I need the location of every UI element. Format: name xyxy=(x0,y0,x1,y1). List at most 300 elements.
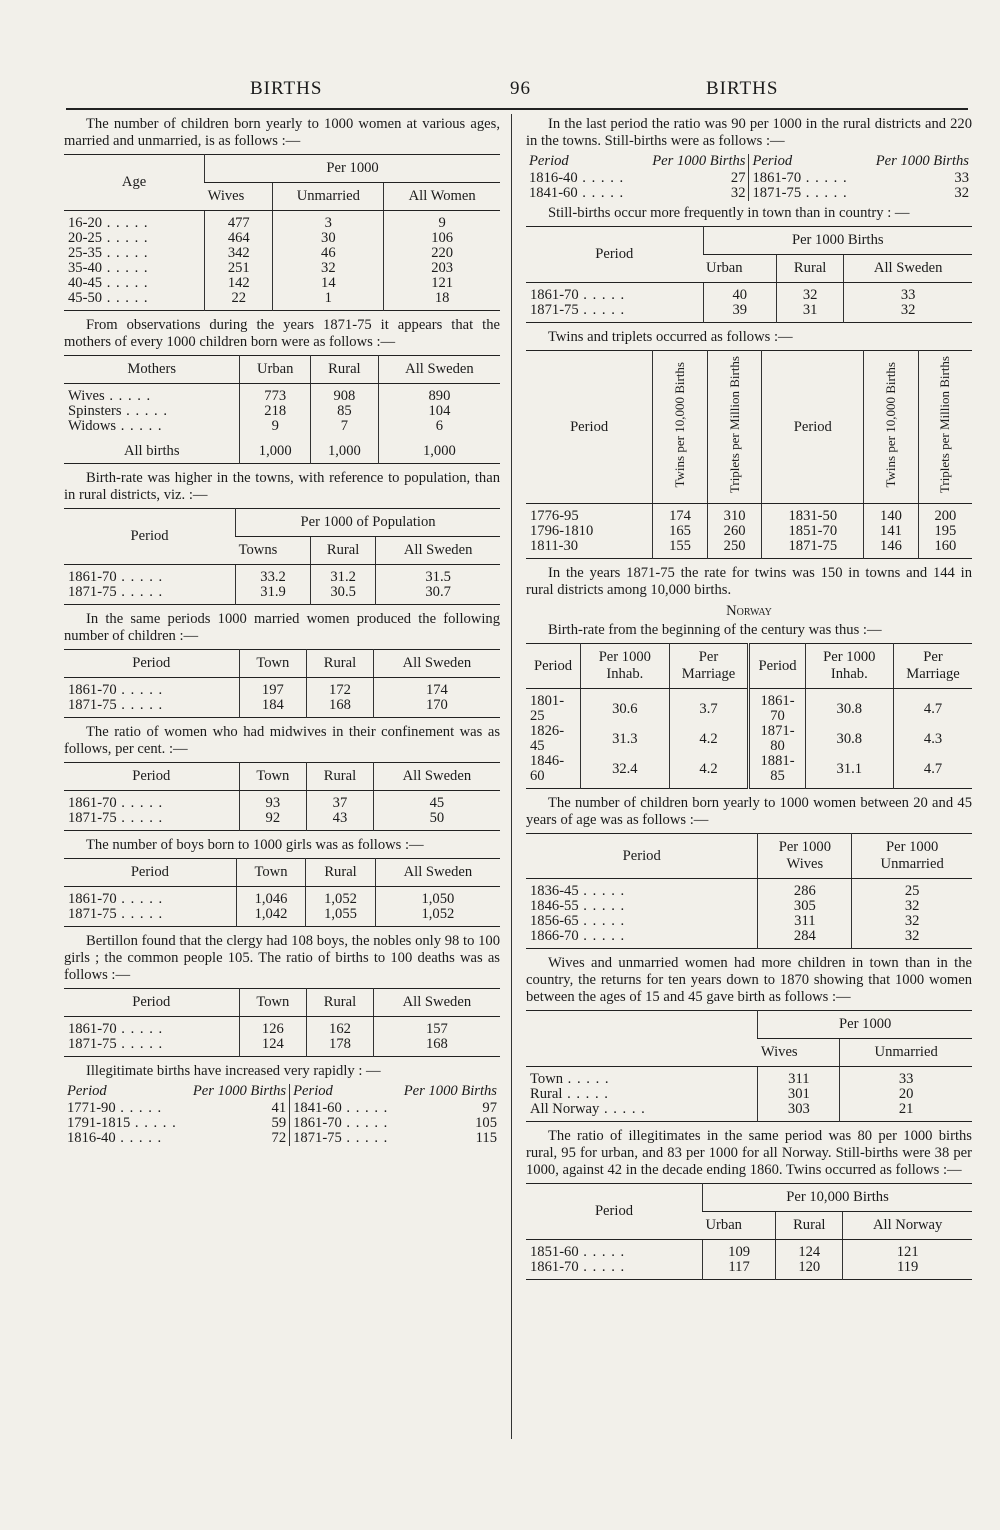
column-header: Period xyxy=(749,644,805,689)
table-cell: Spinsters . . xyxy=(64,404,240,419)
table-cell: 3 xyxy=(273,211,384,232)
table-cell: 119 xyxy=(843,1260,972,1280)
table-cell: 109 xyxy=(703,1240,776,1261)
column-header: Period xyxy=(526,351,653,504)
table-cell: All Norway . . xyxy=(526,1102,758,1122)
paragraph: In the last period the ratio was 90 per 1000 in the rural districts and 220 in the towns. Still-births were as follows :— xyxy=(526,116,972,149)
column-header: Per 10,000 Births xyxy=(703,1184,973,1212)
table-cell: 1871-75 xyxy=(762,539,864,559)
table-cell: 32 xyxy=(273,261,384,276)
table-cell: 1861-70 . . xyxy=(526,1260,703,1280)
rotated-column-header: Twins per 10,000 Births xyxy=(672,361,688,488)
column-header: Rural xyxy=(306,859,376,887)
total-row xyxy=(64,434,500,464)
table-row xyxy=(64,678,500,699)
table-cell: 301 xyxy=(758,1087,840,1102)
table-row xyxy=(64,698,500,718)
table-cell: 14 xyxy=(273,276,384,291)
period-header: Period xyxy=(64,509,236,565)
table-cell: 18 xyxy=(384,291,500,311)
section-heading: Norway xyxy=(726,603,772,620)
table-row xyxy=(64,1131,500,1146)
column-header: Per 1000 Births xyxy=(192,1083,287,1099)
table-cell: 1811-30 xyxy=(530,538,579,555)
table-cell: 1871-75 . . xyxy=(749,186,862,201)
table-cell: 1796-1810 xyxy=(530,523,594,540)
table-cell: 32 xyxy=(776,283,843,304)
table-cell: 1,000 xyxy=(378,434,500,464)
table-cell: 33 xyxy=(840,1067,972,1088)
table-cell: 160 xyxy=(918,539,972,559)
table-cell: 195 xyxy=(918,524,972,539)
town-country-table xyxy=(526,1010,972,1122)
table-row xyxy=(526,929,972,949)
column-header: Per 1000 Births xyxy=(875,153,969,169)
column-header: Period xyxy=(529,153,569,169)
mothers-table xyxy=(64,355,500,464)
table-cell: 1851-60 . . xyxy=(526,1240,703,1261)
table-cell: 162 xyxy=(307,1017,374,1038)
table-cell: Rural . . xyxy=(526,1087,758,1102)
table-cell: 41 xyxy=(271,1100,287,1116)
births-deaths-table xyxy=(64,988,500,1057)
table-cell: 120 xyxy=(776,1260,843,1280)
norway-birth-rate-table xyxy=(526,643,972,789)
table-cell: 1866-70 . . xyxy=(526,929,758,949)
table-cell: 124 xyxy=(239,1037,307,1057)
table-cell: 1826-45 xyxy=(530,723,565,755)
table-cell: 203 xyxy=(384,261,500,276)
table-cell: 1861-70 . . xyxy=(749,171,862,186)
table-cell: 72 xyxy=(271,1130,287,1146)
table-cell: 1836-45 . . xyxy=(526,879,758,900)
table-cell: 165 xyxy=(653,524,708,539)
col-header: Rural xyxy=(310,356,378,384)
table-cell: 37 xyxy=(307,791,374,812)
column-header: All Norway xyxy=(843,1212,972,1240)
still-births-urban-table xyxy=(526,226,972,323)
illegitimate-table xyxy=(64,1084,500,1146)
column-header xyxy=(918,351,972,504)
women-20-45-table xyxy=(526,833,972,949)
column-header: Period xyxy=(64,650,239,678)
table-cell: 140 xyxy=(864,504,919,525)
table-cell: 1771-90 . . xyxy=(64,1101,185,1116)
table-cell: 1871-75 . . xyxy=(64,907,236,927)
table-cell: 178 xyxy=(307,1037,374,1057)
table-cell: 250 xyxy=(707,539,762,559)
table-cell: 1871-75 . . xyxy=(526,303,703,323)
table-row xyxy=(526,1067,972,1088)
table-cell: 30.6 xyxy=(581,689,669,725)
table-cell: 16-20 . . xyxy=(64,211,205,232)
group-header: Per 1000 of Population xyxy=(236,509,500,537)
column-header: Per 1000 Births xyxy=(403,1083,497,1099)
table-cell: 141 xyxy=(864,524,919,539)
column-header xyxy=(653,351,708,504)
table-cell: 45-50 . . xyxy=(64,291,205,311)
table-cell: 197 xyxy=(239,678,307,699)
table-cell: 32 xyxy=(852,929,972,949)
column-header: Period xyxy=(290,1084,396,1101)
table-cell: 40 xyxy=(703,283,776,304)
table-row xyxy=(64,811,500,831)
table-row xyxy=(64,211,500,232)
table-cell: 1861-70 . . xyxy=(64,1017,239,1038)
column-header: Per 1000 Inhab. xyxy=(581,644,669,689)
table-cell: 170 xyxy=(373,698,500,718)
rotated-column-header: Triplets per Million Births xyxy=(937,356,953,494)
column-header: Per 1000 Births xyxy=(703,227,972,255)
rotated-column-header: Triplets per Million Births xyxy=(726,356,742,494)
table-cell: 1831-50 xyxy=(762,504,864,525)
table-row xyxy=(526,879,972,900)
paragraph: In the years 1871-75 the rate for twins was 150 in towns and 144 in rural districts among 10,000 births. xyxy=(526,565,972,599)
table-cell: 30.5 xyxy=(310,585,375,605)
table-cell: 1816-40 . . xyxy=(64,1131,185,1146)
table-cell: 1841-60 . . xyxy=(526,186,638,201)
column-header: Wives xyxy=(758,1039,840,1067)
table-cell: 305 xyxy=(758,899,852,914)
table-cell: 20 xyxy=(840,1087,972,1102)
table-cell: 30.8 xyxy=(805,724,893,754)
table-cell: 1 xyxy=(273,291,384,311)
table-cell: 4.2 xyxy=(669,754,749,789)
table-row xyxy=(526,504,972,525)
table-cell: Widows . . xyxy=(64,419,240,434)
running-head-left: BIRTHS xyxy=(250,78,323,99)
table-row xyxy=(64,1116,500,1131)
page-number: 96 xyxy=(510,78,531,99)
running-head-right: BIRTHS xyxy=(706,78,779,99)
column-header: Town xyxy=(239,763,307,791)
twins-table xyxy=(526,350,972,559)
column-header: Period xyxy=(749,154,862,171)
column-header: Period xyxy=(762,351,864,504)
table-cell: 1861-70 . . xyxy=(64,678,239,699)
table-cell: All births xyxy=(123,443,180,459)
column-header: Period xyxy=(526,1184,703,1240)
paragraph: Birth-rate from the beginning of the century was thus :— xyxy=(548,622,882,639)
table-cell: 1856-65 . . xyxy=(526,914,758,929)
table-cell: 1,042 xyxy=(236,907,306,927)
column-header: Town xyxy=(236,859,306,887)
table-cell: 46 xyxy=(273,246,384,261)
norway-twins-table xyxy=(526,1183,972,1280)
table-cell: 286 xyxy=(758,879,852,900)
table-cell: 1871-75 . . xyxy=(64,585,236,605)
midwives-table xyxy=(64,762,500,831)
column-header: Town xyxy=(239,989,307,1017)
column-header: Per 1000 xyxy=(758,1011,972,1039)
right-column xyxy=(526,116,972,1286)
table-cell: 157 xyxy=(373,1017,500,1038)
column-divider xyxy=(511,114,512,1439)
table-cell: 1846-60 xyxy=(530,753,565,785)
table-cell: 1871-75 . . xyxy=(64,811,239,831)
column-header: Per Marriage xyxy=(669,644,749,689)
table-cell: 477 xyxy=(205,211,273,232)
table-cell: 3.7 xyxy=(669,689,749,725)
birth-rate-table xyxy=(64,508,500,605)
table-cell: Town . . xyxy=(526,1067,758,1088)
table-cell: 908 xyxy=(310,384,378,405)
col-header: Towns xyxy=(236,537,311,565)
paragraph: Wives and unmarried women had more children in town than in the country, the returns for ten years down to 1870 showing that 1000 women between the ages of 15 and 45 gave birth as follows :— xyxy=(526,955,972,1006)
table-row xyxy=(64,246,500,261)
column-header: Town xyxy=(239,650,307,678)
table-row xyxy=(64,565,500,586)
table-cell: 1861-70 . . xyxy=(64,791,239,812)
paragraph: Bertillon found that the clergy had 108 boys, the nobles only 98 to 100 girls ; the common people 105. The ratio of births to 100 deaths was as follows :— xyxy=(64,933,500,983)
column-header: Period xyxy=(67,1083,107,1099)
table-cell: 59 xyxy=(271,1115,287,1131)
column-header: Unmarried xyxy=(840,1039,972,1067)
column-header: Urban xyxy=(703,255,776,283)
column-header: Period xyxy=(64,859,236,887)
col-header: Urban xyxy=(240,356,311,384)
table-row xyxy=(526,171,972,186)
table-cell: 105 xyxy=(475,1115,497,1131)
table-cell: 1,052 xyxy=(306,887,376,908)
table-row xyxy=(526,899,972,914)
table-cell: 32 xyxy=(852,914,972,929)
table-row xyxy=(64,887,500,908)
paragraph: The number of children born yearly to 1000 women between 20 and 45 years of age was as follows :— xyxy=(526,795,972,829)
table-cell: 311 xyxy=(758,914,852,929)
table-cell: 22 xyxy=(205,291,273,311)
column-header: All Sweden xyxy=(844,255,972,283)
table-cell: 33 xyxy=(954,170,969,186)
column-header: Period xyxy=(526,834,758,879)
table-cell: 1,050 xyxy=(375,887,500,908)
table-cell: 1776-95 xyxy=(530,508,579,525)
table-cell: 773 xyxy=(240,384,311,405)
left-column xyxy=(64,116,500,1150)
table-row xyxy=(64,231,500,246)
table-cell: 9 xyxy=(240,419,311,434)
table-cell: 9 xyxy=(384,211,500,232)
paragraph: The ratio of illegitimates in the same period was 80 per 1000 births rural, 95 for urban, and 83 per 1000 for all Norway. Still-births were 38 per 1000, against 42 in the decade ending 1860. Twins occurred as follows :— xyxy=(526,1128,972,1179)
table-cell: 124 xyxy=(776,1240,843,1261)
table-cell: 1861-70 xyxy=(749,689,805,725)
col-header: Rural xyxy=(310,537,375,565)
table-cell: 1871-75 . . xyxy=(64,698,239,718)
table-cell: 121 xyxy=(843,1240,972,1261)
table-cell: 25 xyxy=(852,879,972,900)
table-cell: 106 xyxy=(384,231,500,246)
table-cell: 27 xyxy=(730,170,746,186)
table-cell: 1846-55 . . xyxy=(526,899,758,914)
table-cell: 303 xyxy=(758,1102,840,1122)
column-header: All Sweden xyxy=(375,859,500,887)
table-cell: 464 xyxy=(205,231,273,246)
table-cell: 25-35 . . xyxy=(64,246,205,261)
table-cell: 31 xyxy=(776,303,843,323)
table-cell: 6 xyxy=(378,419,500,434)
table-row xyxy=(526,1260,972,1280)
group-header: Per 1000 xyxy=(205,155,500,183)
table-cell: 92 xyxy=(239,811,307,831)
table-cell: 31.1 xyxy=(805,754,893,789)
table-cell: 4.2 xyxy=(669,724,749,754)
column-header xyxy=(526,1011,758,1067)
column-header: Urban xyxy=(703,1212,776,1240)
table-cell: 31.2 xyxy=(310,565,375,586)
table-cell: 32 xyxy=(954,185,969,201)
table-cell: 39 xyxy=(703,303,776,323)
table-cell: 1791-1815 . . xyxy=(64,1116,185,1131)
table-row xyxy=(64,404,500,419)
table-row xyxy=(64,1101,500,1116)
column-header: Per 1000 Wives xyxy=(758,834,852,879)
column-header xyxy=(707,351,762,504)
table-cell: 35-40 . . xyxy=(64,261,205,276)
header-rule xyxy=(66,108,968,110)
table-cell: 30.8 xyxy=(805,689,893,725)
table-row xyxy=(526,914,972,929)
table-cell: 220 xyxy=(384,246,500,261)
table-row xyxy=(526,1087,972,1102)
col-header: All Women xyxy=(384,183,500,211)
age-header: Age xyxy=(64,155,205,211)
table-row xyxy=(526,283,972,304)
table-row xyxy=(526,303,972,323)
table-cell: 97 xyxy=(482,1100,497,1116)
table-cell: 1,052 xyxy=(375,907,500,927)
column-header: Rural xyxy=(307,989,374,1017)
table-cell: 200 xyxy=(918,504,972,525)
table-cell: 126 xyxy=(239,1017,307,1038)
col-header: Mothers xyxy=(64,356,240,384)
table-cell: 117 xyxy=(703,1260,776,1280)
table-cell: 115 xyxy=(475,1130,497,1146)
table-cell: 4.3 xyxy=(894,724,972,754)
column-header: Per 1000 Inhab. xyxy=(805,644,893,689)
paragraph: From observations during the years 1871-75 it appears that the mothers of every 1000 children born were as follows :— xyxy=(64,317,500,350)
table-cell: 104 xyxy=(378,404,500,419)
still-births-table xyxy=(526,154,972,201)
column-header: Per Marriage xyxy=(894,644,972,689)
age-table xyxy=(64,154,500,311)
table-row xyxy=(526,689,972,725)
table-cell: 1861-70 . . xyxy=(64,887,236,908)
table-cell: 1861-70 . . xyxy=(64,565,236,586)
table-row xyxy=(64,907,500,927)
column-header: Per 1000 Births xyxy=(652,153,746,169)
table-cell: 1816-40 . . xyxy=(526,171,638,186)
table-cell: 1851-70 xyxy=(762,524,864,539)
col-header: All Sweden xyxy=(378,356,500,384)
paragraph: Twins and triplets occurred as follows :— xyxy=(548,329,793,345)
table-cell: 342 xyxy=(205,246,273,261)
column-header: All Sweden xyxy=(373,650,500,678)
table-cell: 1871-75 . . xyxy=(64,1037,239,1057)
col-header: All Sweden xyxy=(376,537,500,565)
table-row xyxy=(526,1240,972,1261)
paragraph: The ratio of women who had midwives in their confinement was as follows, per cent. :— xyxy=(64,724,500,757)
table-cell: 260 xyxy=(707,524,762,539)
table-cell: 1,046 xyxy=(236,887,306,908)
column-header: Period xyxy=(526,227,703,283)
table-cell: 33 xyxy=(844,283,972,304)
table-row xyxy=(526,754,972,789)
table-cell: 1871-80 xyxy=(749,724,805,754)
table-cell: 50 xyxy=(373,811,500,831)
table-cell: 7 xyxy=(310,419,378,434)
column-header: Rural xyxy=(307,763,374,791)
table-cell: 1,000 xyxy=(310,434,378,464)
table-cell: 85 xyxy=(310,404,378,419)
table-cell: 4.7 xyxy=(894,754,972,789)
boys-girls-table xyxy=(64,858,500,927)
column-header: All Sweden xyxy=(373,763,500,791)
paragraph: The number of children born yearly to 1000 women at various ages, married and unmarried, is as follows :— xyxy=(64,116,500,149)
table-row xyxy=(64,276,500,291)
table-cell: 1871-75 . . xyxy=(290,1131,396,1146)
table-cell: 251 xyxy=(205,261,273,276)
column-header: Period xyxy=(64,763,239,791)
table-cell: 21 xyxy=(840,1102,972,1122)
table-cell: 142 xyxy=(205,276,273,291)
table-cell: 168 xyxy=(307,698,374,718)
table-cell: 1861-70 . . xyxy=(290,1116,396,1131)
table-cell: 121 xyxy=(384,276,500,291)
table-cell: 155 xyxy=(653,539,708,559)
column-header xyxy=(864,351,919,504)
table-row xyxy=(64,261,500,276)
table-cell: 45 xyxy=(373,791,500,812)
paragraph: Illegitimate births have increased very rapidly : — xyxy=(86,1063,381,1079)
column-header: Rural xyxy=(307,650,374,678)
table-cell: 32 xyxy=(844,303,972,323)
table-row xyxy=(64,1037,500,1057)
table-cell: 1,055 xyxy=(306,907,376,927)
table-cell: 31.5 xyxy=(376,565,500,586)
table-cell: 218 xyxy=(240,404,311,419)
table-row xyxy=(64,384,500,405)
table-cell: 40-45 . . xyxy=(64,276,205,291)
table-cell: 168 xyxy=(373,1037,500,1057)
table-cell: 184 xyxy=(239,698,307,718)
paragraph: In the same periods 1000 married women produced the following number of children :— xyxy=(64,611,500,644)
paragraph: The number of boys born to 1000 girls was as follows :— xyxy=(86,837,424,853)
col-header: Wives xyxy=(205,183,273,211)
table-row xyxy=(64,585,500,605)
table-cell: 30.7 xyxy=(376,585,500,605)
table-cell: 1841-60 . . xyxy=(290,1101,396,1116)
table-row xyxy=(526,539,972,559)
table-cell: Wives . . xyxy=(64,384,240,405)
table-row xyxy=(64,791,500,812)
table-cell: 1,000 xyxy=(240,434,311,464)
table-cell: 174 xyxy=(653,504,708,525)
table-cell: 32 xyxy=(852,899,972,914)
table-cell: 174 xyxy=(373,678,500,699)
table-cell: 311 xyxy=(758,1067,840,1088)
table-row xyxy=(526,524,972,539)
table-cell: 1861-70 . . xyxy=(526,283,703,304)
column-header: Period xyxy=(526,644,581,689)
table-cell: 1801-25 xyxy=(530,693,565,725)
paragraph: Still-births occur more frequently in town than in country : — xyxy=(548,205,910,221)
table-row xyxy=(64,1017,500,1038)
rotated-column-header: Twins per 10,000 Births xyxy=(883,361,898,488)
column-header: Rural xyxy=(776,1212,843,1240)
table-row xyxy=(64,419,500,434)
table-cell: 1881-85 xyxy=(749,754,805,789)
column-header: Rural xyxy=(776,255,843,283)
